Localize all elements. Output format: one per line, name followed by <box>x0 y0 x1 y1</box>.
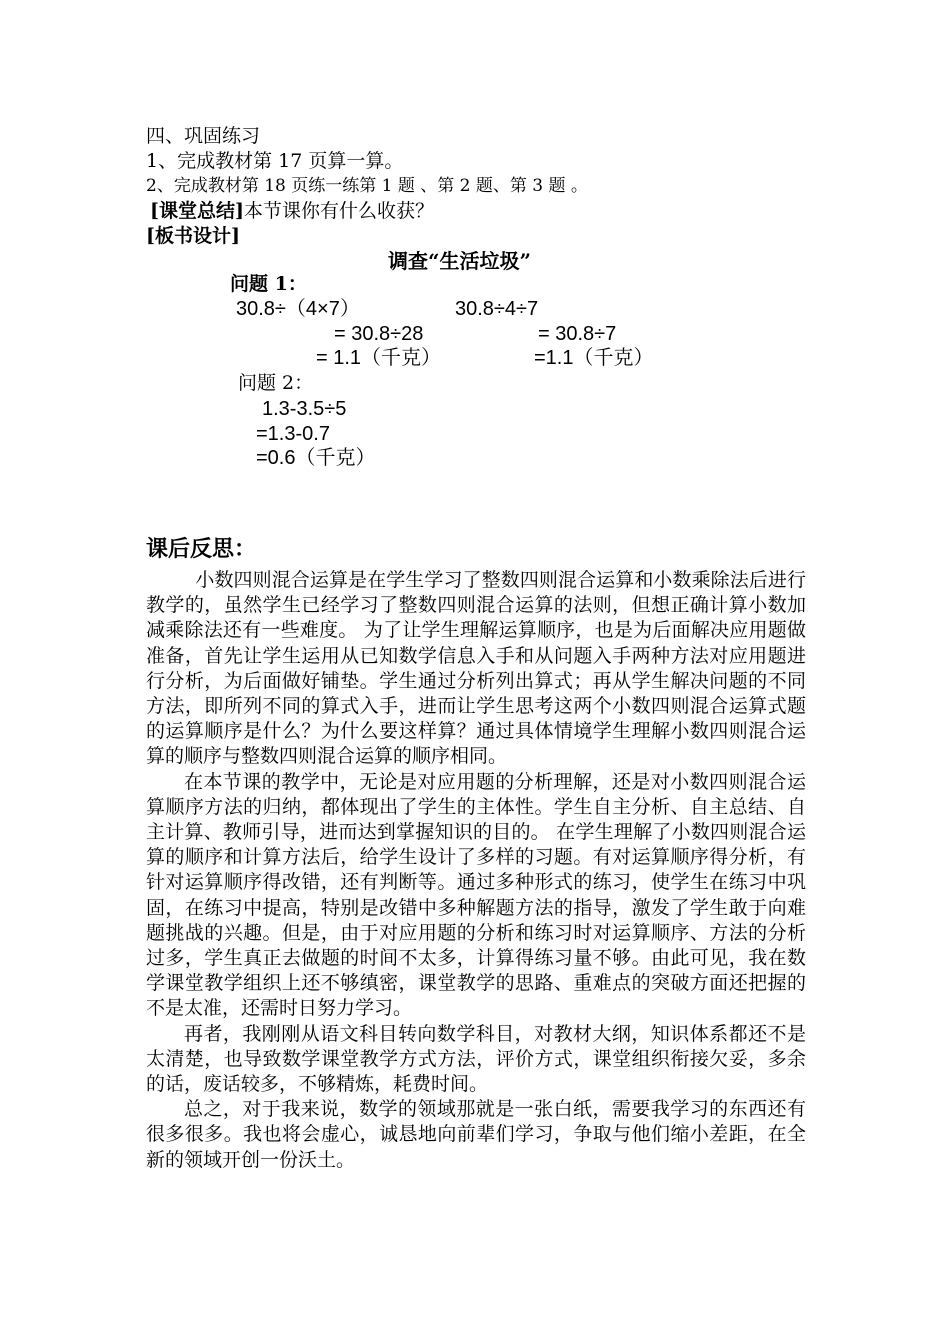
summary-text: 本节课你有什么收获？ <box>243 200 434 222</box>
board-title: 调查“生活垃圾” <box>388 249 532 273</box>
q2-line-2: =1.3-0.7 <box>256 423 330 445</box>
q1-left-line-2: = 30.8÷28 <box>334 323 424 345</box>
q2-label: 问题 2： <box>238 372 314 394</box>
q1-left-line-1: 30.8÷（4×7） <box>236 298 360 320</box>
q2-line-3: =0.6（千克） <box>256 447 376 469</box>
reflection-heading: 课后反思： <box>146 536 257 561</box>
practice-item-2: 2、完成教材第 18 页练一练第 1 题 、第 2 题、第 3 题 。 <box>146 176 588 196</box>
summary-label: [课堂总结] <box>150 200 244 222</box>
q1-left-line-3: = 1.1（千克） <box>316 347 442 369</box>
reflection-paragraph-1: 小数四则混合运算是在学生学习了整数四则混合运算和小数乘除法后进行教学的，虽然学生已经学习了整数四则混合运算的法则，但想正确计算小数加减乘除法还有一些难度。 为了让学生理解运算顺序，也是为后面解决应用题做准备，首先让学生运用从已知数学信息入手和从问题入手两种方法对应用题进行分析，为后面做好铺垫。学生通过分析列出算式；再从学生解决问题的不同方法，即所列不同的算式入手，进而让学生思考这两个小数四则混合运算式题的运算顺序是什么？为什么要这样算？通过具体情境学生理解小数四则混合运算的顺序与整数四则混合运算的顺序相同。 <box>146 569 806 768</box>
board-label: [板书设计] <box>146 225 240 247</box>
q1-label: 问题 1： <box>230 273 307 295</box>
q1-right-line-1: 30.8÷4÷7 <box>455 298 539 320</box>
reflection-body <box>146 568 806 1173</box>
summary-line <box>150 199 434 223</box>
q2-line-1: 1.3-3.5÷5 <box>262 398 347 420</box>
reflection-paragraph-2: 在本节课的教学中，无论是对应用题的分析理解，还是对小数四则混合运算顺序方法的归纳，都体现出了学生的主体性。学生自主分析、自主总结、自主计算、教师引导，进而达到掌握知识的目的。 在学生理解了小数四则混合运算的顺序和计算方法后，给学生设计了多样的习题。有对运算顺序得分析，有针对运算顺序得改错，还有判断等。通过多种形式的练习，使学生在练习中巩固，在练习中提高，特别是改错中多种解题方法的指导，激发了学生敢于向难题挑战的兴趣。但是，由于对应用题的分析和练习时对运算顺序、方法的分析过多，学生真正去做题的时间不太多，计算得练习量不够。由此可见，我在数学课堂教学组织上还不够缜密，课堂教学的思路、重难点的突破方面还把握的不是太准，还需时日努力学习。 <box>146 770 806 1020</box>
practice-item-1: 1、完成教材第 17 页算一算。 <box>146 150 404 172</box>
q1-right-line-3: =1.1（千克） <box>534 347 654 369</box>
reflection-paragraph-3: 再者，我刚刚从语文科目转向数学科目，对教材大纲，知识体系都还不是太清楚，也导致数学课堂教学方式方法，评价方式，课堂组织衔接欠妥，多余的话，废话较多，不够精炼，耗费时间。 <box>146 1022 806 1096</box>
q1-right-line-2: = 30.8÷7 <box>538 323 617 345</box>
practice-heading: 四、巩固练习 <box>146 125 261 147</box>
reflection-paragraph-4: 总之，对于我来说，数学的领域那就是一张白纸，需要我学习的东西还有很多很多。我也将会虚心，诚恳地向前辈们学习，争取与他们缩小差距，在全新的领域开创一份沃土。 <box>146 1098 806 1171</box>
